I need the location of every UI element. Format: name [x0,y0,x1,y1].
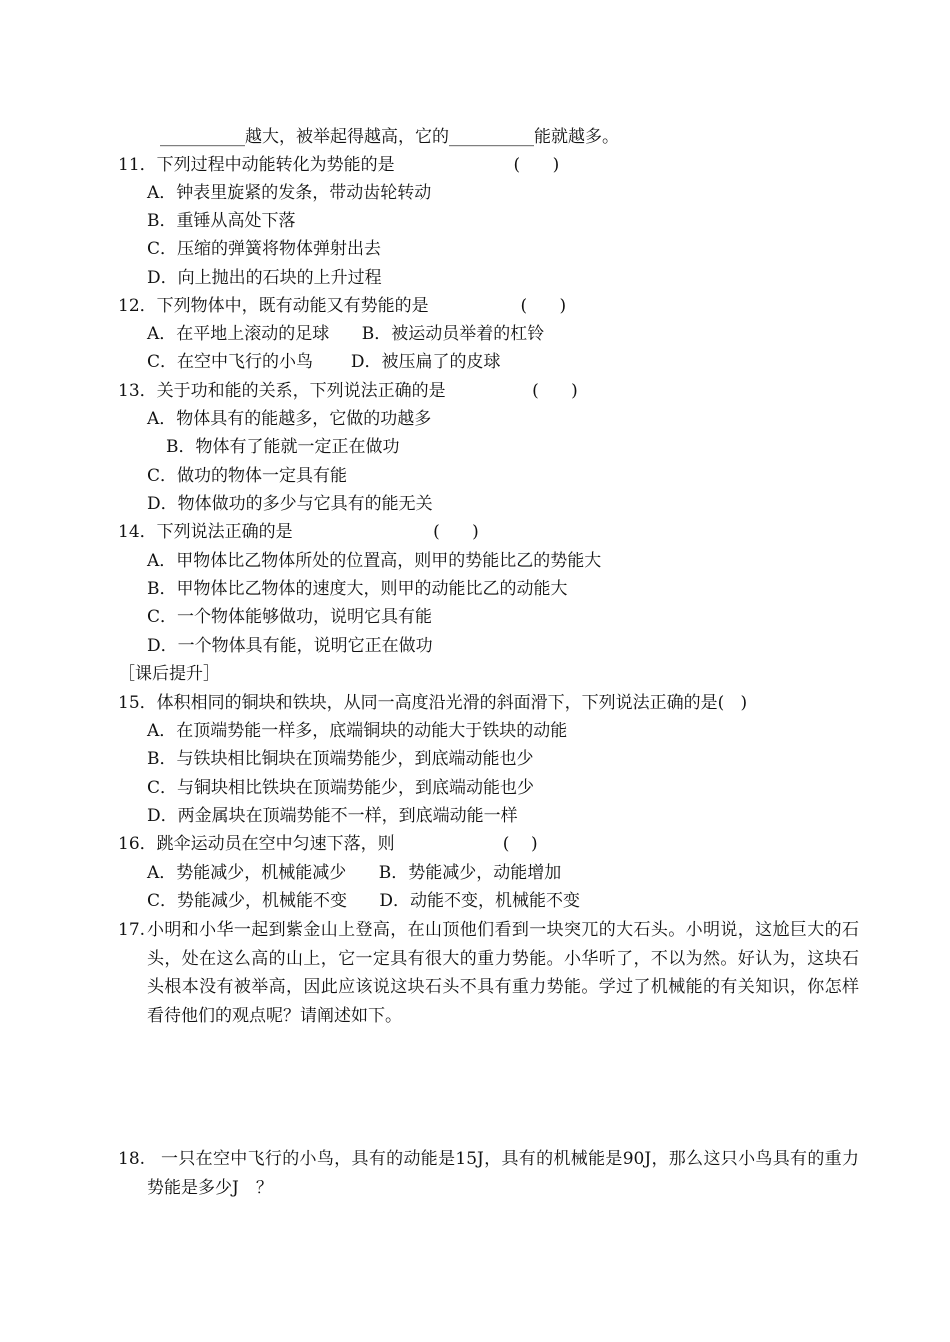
q11-option-c: C．压缩的弹簧将物体弹射出去 [147,239,382,259]
q12-stem: 12．下列物体中，既有动能又有势能的是 ( ) [118,296,567,316]
q11-option-a: A．钟表里旋紧的发条，带动齿轮转动 [147,183,432,203]
q17-number: 17. [118,920,146,940]
q15-stem: 15．体积相同的铜块和铁块，从同一高度沿光滑的斜面滑下，下列说法正确的是( ) [118,693,748,713]
q11-stem: 11．下列过程中动能转化为势能的是 ( ) [118,155,560,175]
q15-option-c: C．与铜块相比铁块在顶端势能少，到底端动能也少 [147,778,535,798]
q14-option-a: A．甲物体比乙物体所处的位置高，则甲的势能比乙的势能大 [147,551,602,571]
q18-number: 18. [118,1149,146,1169]
q13-option-a: A．物体具有的能越多，它做的功越多 [147,409,432,429]
q16-options-cd: C．势能减少，机械能不变 D．动能不变，机械能不变 [147,891,581,911]
q11-option-b: B．重锤从高处下落 [147,211,296,231]
q14-option-c: C．一个物体能够做功，说明它具有能 [147,607,433,627]
q18-text: 一只在空中飞行的小鸟，具有的动能是15J，具有的机械能是90J，那么这只小鸟具有的重力势能是多少J ？ [147,1149,859,1198]
q14-stem: 14．下列说法正确的是 ( ) [118,522,479,542]
q12-options-cd: C．在空中飞行的小鸟 D．被压扁了的皮球 [147,352,501,372]
q13-option-d: D．物体做功的多少与它具有的能无关 [147,494,433,514]
q15-option-a: A．在顶端势能一样多，底端铜块的动能大于铁块的动能 [147,721,568,741]
q14-option-d: D．一个物体具有能，说明它正在做功 [147,636,433,656]
q15-option-d: D．两金属块在顶端势能不一样，到底端动能一样 [147,806,518,826]
q13-stem: 13．关于功和能的关系，下列说法正确的是 ( ) [118,381,578,401]
q13-option-b: B．物体有了能就一定正在做功 [166,437,400,457]
q17-text: 小明和小华一起到紫金山上登高，在山顶他们看到一块突兀的大石头。小明说，这尬巨大的石头，处在这么高的山上，它一定具有很大的重力势能。小华听了，不以为然。好认为，这块石头根本没有被举高，因此应该说这块石头不具有重力势能。学过了机械能的有关知识，你怎样看待他们的观点呢？请阐述如下。 [147,920,859,1026]
q15-option-b: B．与铁块相比铜块在顶端势能少，到底端动能也少 [147,749,534,769]
section-heading: ［课后提升］ [118,664,220,684]
q10-continuation: __________越大，被举起得越高，它的__________能就越多。 [160,127,619,147]
q16-stem: 16．跳伞运动员在空中匀速下落，则 ( ) [118,834,538,854]
q12-options-ab: A．在平地上滚动的足球 B．被运动员举着的杠铃 [147,324,545,344]
q13-option-c: C．做功的物体一定具有能 [147,466,348,486]
q16-options-ab: A．势能减少，机械能减少 B．势能减少，动能增加 [147,863,562,883]
q11-option-d: D．向上抛出的石块的上升过程 [147,268,382,288]
q14-option-b: B．甲物体比乙物体的速度大，则甲的动能比乙的动能大 [147,579,568,599]
